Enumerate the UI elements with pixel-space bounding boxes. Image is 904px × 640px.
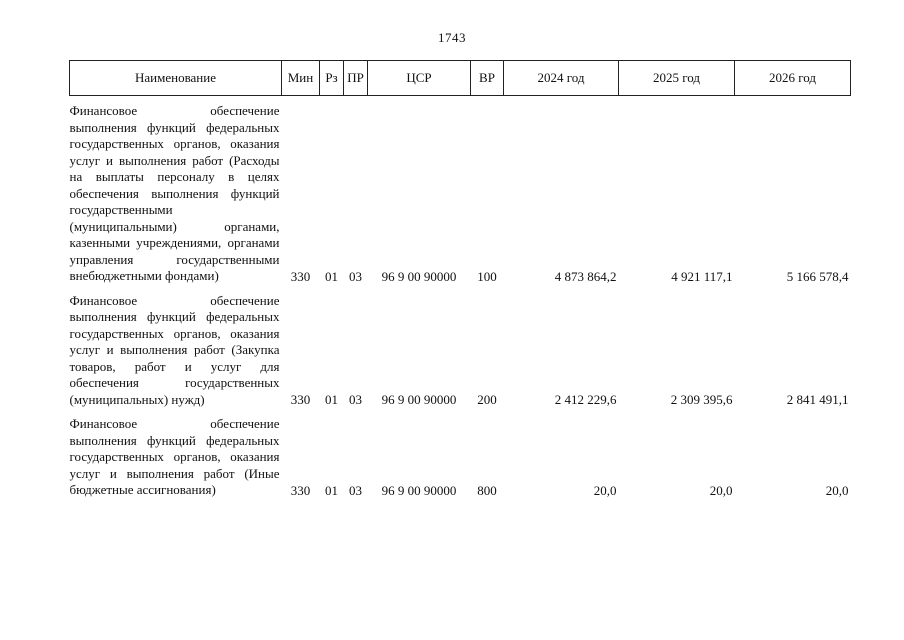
table-body — [70, 96, 851, 500]
row-min: 330 — [290, 482, 311, 498]
row-vr: 100 — [477, 268, 497, 284]
header-2024: 2024 год — [504, 61, 619, 96]
header-rz: Рз — [320, 61, 344, 96]
header-2025: 2025 год — [619, 61, 735, 96]
header-min: Мин — [282, 61, 320, 96]
row-vr: 200 — [477, 392, 497, 407]
row-amount-2026: 5 166 578,4 — [786, 268, 849, 284]
row-csr: 96 9 00 90000 — [381, 268, 457, 284]
page-number: 1743 — [438, 30, 466, 45]
header-pr: ПР — [344, 61, 368, 96]
row-min: 330 — [290, 268, 311, 284]
row-name: Финансовое обеспечение выполнения функций федеральных государственных органов, оказания услуг и выполнения работ (Закупка товаров, работ и услуг для обеспечения государственных (муниципальных) нужд) — [69, 292, 280, 407]
row-amount-2025: 20,0 — [709, 482, 733, 498]
row-pr: 03 — [349, 482, 362, 498]
row-amount-2024: 20,0 — [593, 482, 617, 498]
table-row — [70, 286, 851, 410]
row-min: 330 — [290, 392, 311, 407]
header-name: Наименование — [70, 61, 282, 96]
table-row — [70, 96, 851, 286]
row-amount-2024: 2 412 229,6 — [554, 392, 617, 407]
header-row — [70, 61, 851, 96]
row-amount-2025: 2 309 395,6 — [670, 392, 733, 407]
header-vr: ВР — [471, 61, 504, 96]
row-csr: 96 9 00 90000 — [381, 482, 457, 498]
row-amount-2025: 4 921 117,1 — [671, 268, 733, 284]
budget-table — [69, 60, 851, 500]
row-vr: 800 — [477, 482, 497, 498]
row-csr: 96 9 00 90000 — [381, 392, 457, 407]
row-rz: 01 — [325, 482, 338, 498]
table-header — [70, 61, 851, 96]
row-pr: 03 — [349, 392, 362, 407]
row-amount-2024: 4 873 864,2 — [554, 268, 617, 284]
header-2026: 2026 год — [735, 61, 851, 96]
row-name: Финансовое обеспечение выполнения функций федеральных государственных органов, оказания услуг и выполнения работ (Иные бюджетные ассигнования) — [69, 416, 280, 497]
row-rz: 01 — [325, 392, 338, 407]
row-rz: 01 — [325, 268, 338, 284]
row-name: Финансовое обеспечение выполнения функций федеральных государственных органов, оказания услуг и выполнения работ (Расходы на выплаты персоналу в целях обеспечения выполнения функций государственными (муниципальными) органами, казенными учреждениями, органами управления государственными внебюджетными фондами) — [69, 103, 280, 283]
table-row — [70, 409, 851, 500]
row-pr: 03 — [349, 268, 362, 284]
header-csr: ЦСР — [368, 61, 471, 96]
row-amount-2026: 20,0 — [825, 482, 849, 498]
row-amount-2026: 2 841 491,1 — [786, 392, 849, 407]
